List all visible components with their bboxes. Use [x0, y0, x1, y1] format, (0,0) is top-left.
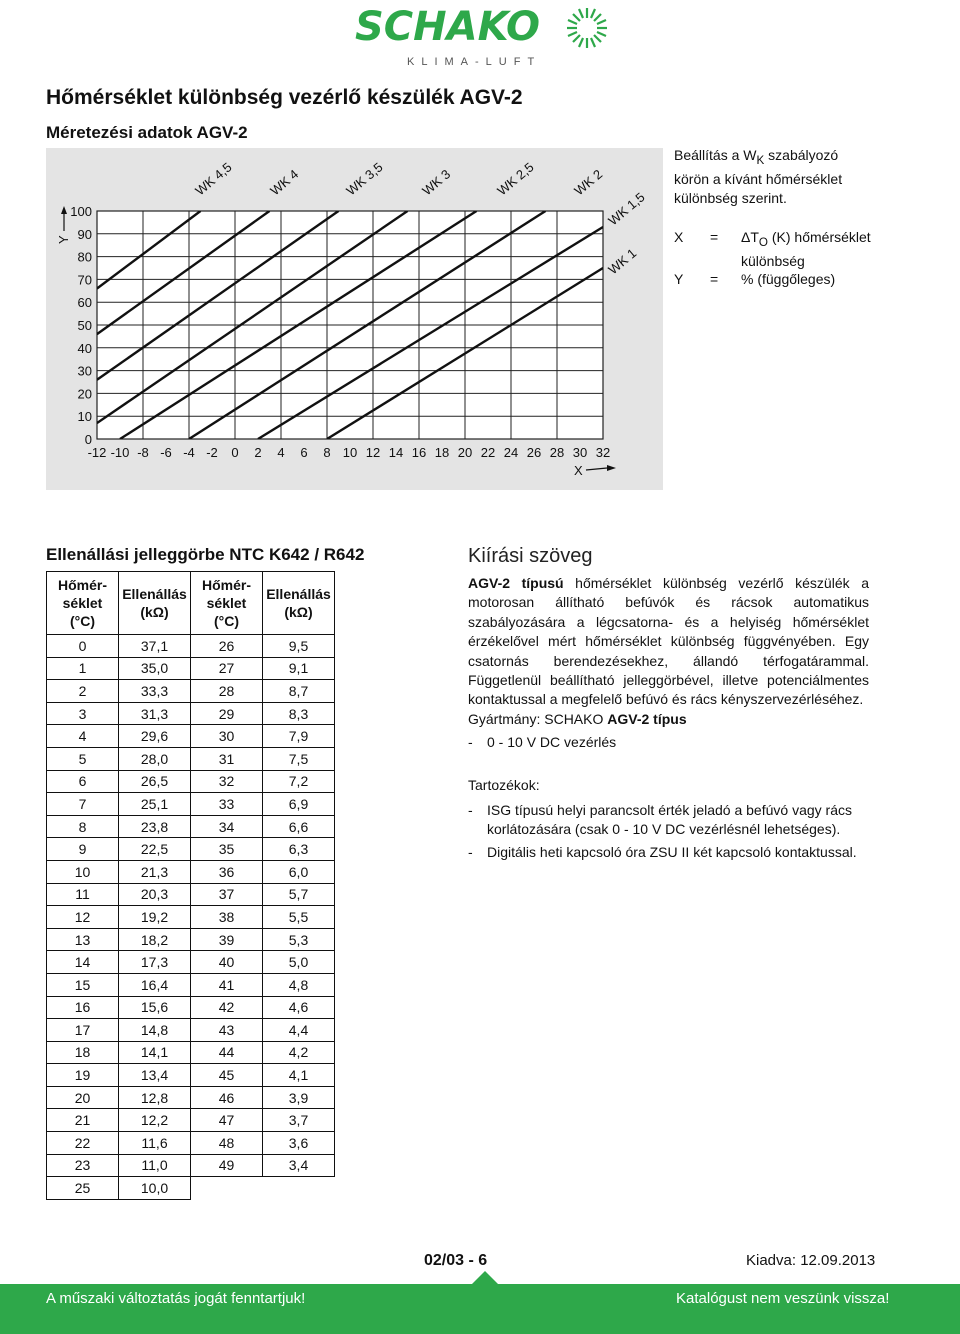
table-cell: 34: [191, 815, 263, 838]
table-cell: 17: [47, 1019, 119, 1042]
table-cell: 19: [47, 1064, 119, 1087]
table-cell: 32: [191, 770, 263, 793]
table-row: [47, 1154, 335, 1177]
table-row: [47, 657, 335, 680]
def-y-key: Y: [674, 271, 684, 287]
table-row: [47, 838, 335, 861]
table-row: [47, 1109, 335, 1132]
section-subtitle: Méretezési adatok AGV-2: [46, 123, 248, 142]
definition-y: [674, 270, 874, 290]
def-x-delta: ΔT: [741, 229, 759, 245]
table-row: [47, 951, 335, 974]
table-cell: 15,6: [119, 996, 191, 1019]
x-tick-label: 24: [503, 445, 519, 460]
table-cell: 33: [191, 793, 263, 816]
table-cell: 15: [47, 973, 119, 996]
table-cell: 4,4: [263, 1019, 335, 1042]
table-row: [47, 702, 335, 725]
table-cell: 17,3: [119, 951, 191, 974]
table-cell: 25: [47, 1177, 119, 1200]
y-axis-arrow-icon: [61, 206, 67, 214]
table-cell: 38: [191, 906, 263, 929]
table-cell: 0: [47, 635, 119, 658]
table-cell: 4,6: [263, 996, 335, 1019]
table-cell: 5,3: [263, 928, 335, 951]
table-cell: 22: [47, 1132, 119, 1155]
table-cell: 23: [47, 1154, 119, 1177]
spec-description: hőmérséklet különbség vezérlő készülék a motorosan állítható befúvók és rácsok automatikus szabályozására a légcsatorna- és a helyiség hőmérséklet érzékelővel mért hőmérséklet különbség függvényében. Egy csatornás berendezésekhez, állandó térfogatárammal. Függetlenül beállítható jelleggörbével, illetve potenciálmentes kontaktussal a megfelelő befúvó és rács kényszervezérléséhez.: [468, 575, 869, 708]
table-row: [47, 928, 335, 951]
spec-type-bold: AGV-2 típusú: [468, 575, 564, 591]
table-cell: 40: [191, 951, 263, 974]
def-x-sub: O: [758, 235, 768, 249]
definition-x: [674, 228, 874, 268]
series-label: WK 2,5: [494, 159, 537, 199]
table-cell: 18,2: [119, 928, 191, 951]
x-tick-label: 4: [277, 445, 285, 460]
table-cell: 8: [47, 815, 119, 838]
table-cell: 5: [47, 747, 119, 770]
table-row: [47, 1019, 335, 1042]
chart-note-part1: Beállítás a W: [674, 147, 757, 163]
spec-maker-prefix: Gyártmány: SCHAKO: [468, 710, 608, 727]
table-cell: 2: [47, 680, 119, 703]
x-tick-label: 12: [365, 445, 381, 460]
table-cell: 10,0: [119, 1177, 191, 1200]
table-row: [47, 1086, 335, 1109]
table-cell: 29,6: [119, 725, 191, 748]
table-cell: 7,9: [263, 725, 335, 748]
wk-setting-chart: [46, 148, 663, 490]
table-cell: 27: [191, 657, 263, 680]
table-cell: 30: [191, 725, 263, 748]
table-cell: 5,7: [263, 883, 335, 906]
table-cell: 31,3: [119, 702, 191, 725]
table-cell: 4,8: [263, 973, 335, 996]
accessories-label: Tartozékok:: [468, 777, 540, 793]
series-label: WK 4: [267, 166, 302, 199]
series-label: WK 3: [419, 166, 454, 199]
table-cell: 1: [47, 657, 119, 680]
table-cell: 44: [191, 1041, 263, 1064]
table-cell: 9: [47, 838, 119, 861]
x-tick-label: -10: [110, 445, 130, 460]
header-temp-2: Hőmér- séklet (°C): [191, 572, 263, 635]
page-number: 02/03 - 6: [424, 1252, 488, 1269]
x-tick-label: -6: [160, 445, 172, 460]
table-cell: 29: [191, 702, 263, 725]
header-res-1: Ellenállás (kΩ): [119, 572, 191, 635]
def-x-text: (K) hőmérséklet különbség: [741, 229, 871, 269]
issue-date: Kiadva: 12.09.2013: [746, 1252, 876, 1269]
table-cell: 11,0: [119, 1154, 191, 1177]
def-x-value: [741, 228, 871, 271]
control-text: 0 - 10 V DC vezérlés: [487, 734, 617, 750]
table-cell: 37,1: [119, 635, 191, 658]
table-cell: 7: [47, 793, 119, 816]
wk-chart-svg: [46, 148, 663, 490]
table-row: [47, 1064, 335, 1087]
accessory-text-1: ISG típusú helyi parancsolt érték jeladó a befúvó vagy rács korlátozására (csak 0 - 10 V DC vezérlésnél lehetséges).: [487, 802, 852, 838]
x-tick-label: 32: [595, 445, 611, 460]
table-cell: 20: [47, 1086, 119, 1109]
table-row: [47, 860, 335, 883]
y-tick-label: 30: [77, 363, 92, 379]
table-cell: 45: [191, 1064, 263, 1087]
x-axis-arrow-icon: [607, 465, 616, 471]
x-tick-label: 14: [388, 445, 404, 460]
table-cell: 37: [191, 883, 263, 906]
table-cell: 21: [47, 1109, 119, 1132]
table-cell: 20,3: [119, 883, 191, 906]
table-cell: 6,9: [263, 793, 335, 816]
y-tick-label: 50: [77, 318, 92, 333]
footer-right-text: Katalógust nem veszünk vissza!: [676, 1290, 890, 1307]
y-tick-label: 100: [70, 204, 92, 219]
x-tick-label: 2: [254, 445, 262, 460]
x-tick-label: -4: [183, 445, 195, 460]
series-label: WK 1,5: [605, 189, 648, 229]
table-row: [47, 793, 335, 816]
x-tick-label: 6: [300, 445, 308, 460]
table-cell: 6,0: [263, 860, 335, 883]
table-cell: 46: [191, 1086, 263, 1109]
x-tick-label: 10: [342, 445, 358, 460]
x-tick-label: 18: [434, 445, 450, 460]
series-label: WK 2: [571, 166, 606, 199]
table-row: [47, 680, 335, 703]
series-label: WK 4,5: [192, 159, 235, 199]
x-tick-label: -12: [87, 445, 107, 460]
y-axis-label: Y: [56, 235, 71, 244]
table-cell: 12: [47, 906, 119, 929]
table-cell: 43: [191, 1019, 263, 1042]
def-y-eq: =: [710, 271, 719, 287]
table-cell: 23,8: [119, 815, 191, 838]
table-cell: 7,5: [263, 747, 335, 770]
table-cell: 19,2: [119, 906, 191, 929]
table-cell: 14,1: [119, 1041, 191, 1064]
table-cell: 22,5: [119, 838, 191, 861]
y-tick-label: 60: [77, 295, 92, 311]
y-tick-label: 20: [77, 386, 92, 402]
table-row: [47, 906, 335, 929]
ntc-table-title: Ellenállási jelleggörbe NTC K642 / R642: [46, 545, 365, 564]
table-cell: 47: [191, 1109, 263, 1132]
table-row: [47, 883, 335, 906]
table-cell: [263, 1177, 335, 1200]
table-cell: 12,8: [119, 1086, 191, 1109]
table-cell: 3,4: [263, 1154, 335, 1177]
logo-subtext: KLIMA-LUFT: [407, 56, 542, 68]
x-tick-label: 16: [411, 445, 427, 460]
chart-note-sub: K: [756, 153, 765, 167]
table-cell: 28,0: [119, 747, 191, 770]
table-cell: 16,4: [119, 973, 191, 996]
sun-logo-icon: [565, 6, 609, 50]
table-row: [47, 747, 335, 770]
x-axis-label: X: [574, 463, 583, 478]
dash-1: -: [468, 734, 473, 750]
table-cell: 3: [47, 702, 119, 725]
def-y-value: % (függőleges): [741, 271, 836, 287]
table-row: [47, 725, 335, 748]
table-cell: 36: [191, 860, 263, 883]
x-tick-label: 28: [549, 445, 565, 460]
x-axis-arrow-line: [586, 468, 607, 470]
table-cell: 14,8: [119, 1019, 191, 1042]
table-cell: 3,6: [263, 1132, 335, 1155]
logo-wordmark: SCHAKO: [355, 4, 541, 50]
table-cell: 4: [47, 725, 119, 748]
table-row: [47, 973, 335, 996]
x-tick-label: 20: [457, 445, 473, 460]
y-tick-label: 0: [84, 432, 92, 447]
table-cell: 41: [191, 973, 263, 996]
table-cell: 14: [47, 951, 119, 974]
table-cell: 35,0: [119, 657, 191, 680]
def-x-eq: =: [710, 229, 719, 245]
table-cell: 11,6: [119, 1132, 191, 1155]
table-row: [47, 635, 335, 658]
page-title: Hőmérséklet különbség vezérlő készülék AGV-2: [46, 86, 523, 109]
table-cell: 6,6: [263, 815, 335, 838]
table-cell: 21,3: [119, 860, 191, 883]
table-cell: 7,2: [263, 770, 335, 793]
table-cell: 4,1: [263, 1064, 335, 1087]
x-tick-label: 0: [231, 445, 239, 460]
table-cell: 35: [191, 838, 263, 861]
chart-note: [674, 146, 874, 208]
ntc-resistance-table: [46, 571, 335, 1200]
table-cell: 3,9: [263, 1086, 335, 1109]
schako-logo: [355, 4, 610, 74]
dash-3: -: [468, 844, 473, 860]
table-cell: 5,0: [263, 951, 335, 974]
table-cell: [191, 1177, 263, 1200]
spec-title: Kiírási szöveg: [468, 545, 593, 567]
table-cell: 4,2: [263, 1041, 335, 1064]
table-cell: 25,1: [119, 793, 191, 816]
table-cell: 9,1: [263, 657, 335, 680]
footer-left-text: A műszaki változtatás jogát fenntartjuk!: [46, 1290, 306, 1307]
table-cell: 6: [47, 770, 119, 793]
table-cell: 49: [191, 1154, 263, 1177]
y-tick-label: 80: [77, 249, 92, 265]
y-tick-label: 40: [77, 340, 92, 356]
table-cell: 48: [191, 1132, 263, 1155]
table-cell: 31: [191, 747, 263, 770]
x-tick-label: 30: [572, 445, 588, 460]
table-row: [47, 770, 335, 793]
y-tick-label: 10: [77, 409, 92, 425]
x-tick-label: 26: [526, 445, 542, 460]
x-tick-label: 8: [323, 445, 331, 460]
table-cell: 26,5: [119, 770, 191, 793]
x-tick-label: 22: [480, 445, 496, 460]
chart-note-part2: szabályozó körön a kívánt hőmérséklet különbség szerint.: [674, 147, 843, 206]
table-cell: 8,7: [263, 680, 335, 703]
accessory-text-2: Digitális heti kapcsoló óra ZSU II két kapcsoló kontaktussal.: [487, 844, 857, 860]
table-cell: 8,3: [263, 702, 335, 725]
y-tick-label: 70: [77, 272, 92, 288]
table-row: [47, 1132, 335, 1155]
table-cell: 18: [47, 1041, 119, 1064]
table-cell: 12,2: [119, 1109, 191, 1132]
table-row: [47, 1177, 335, 1200]
header-temp-1: Hőmér- séklet (°C): [47, 572, 119, 635]
table-cell: 13: [47, 928, 119, 951]
table-cell: 3,7: [263, 1109, 335, 1132]
table-cell: 16: [47, 996, 119, 1019]
x-tick-label: -2: [206, 445, 218, 460]
table-row: [47, 996, 335, 1019]
series-label: WK 1: [605, 245, 640, 278]
table-cell: 10: [47, 860, 119, 883]
table-cell: 6,3: [263, 838, 335, 861]
dash-2: -: [468, 802, 473, 818]
table-row: [47, 815, 335, 838]
y-tick-label: 90: [77, 226, 92, 242]
table-cell: 28: [191, 680, 263, 703]
table-body: [47, 635, 335, 1200]
table-cell: 33,3: [119, 680, 191, 703]
table-cell: 5,5: [263, 906, 335, 929]
def-x-key: X: [674, 229, 684, 245]
table-cell: 39: [191, 928, 263, 951]
table-cell: 11: [47, 883, 119, 906]
series-label: WK 3,5: [343, 159, 386, 199]
spec-maker-bold: AGV-2 típus: [607, 710, 687, 727]
spec-paragraph: [468, 574, 869, 729]
table-cell: 9,5: [263, 635, 335, 658]
table-cell: 26: [191, 635, 263, 658]
x-tick-label: -8: [137, 445, 149, 460]
table-row: [47, 1041, 335, 1064]
header-res-2: Ellenállás (kΩ): [263, 572, 335, 635]
table-cell: 13,4: [119, 1064, 191, 1087]
table-cell: 42: [191, 996, 263, 1019]
footer-triangle-icon: [472, 1271, 498, 1284]
table-header-row: [47, 572, 335, 635]
